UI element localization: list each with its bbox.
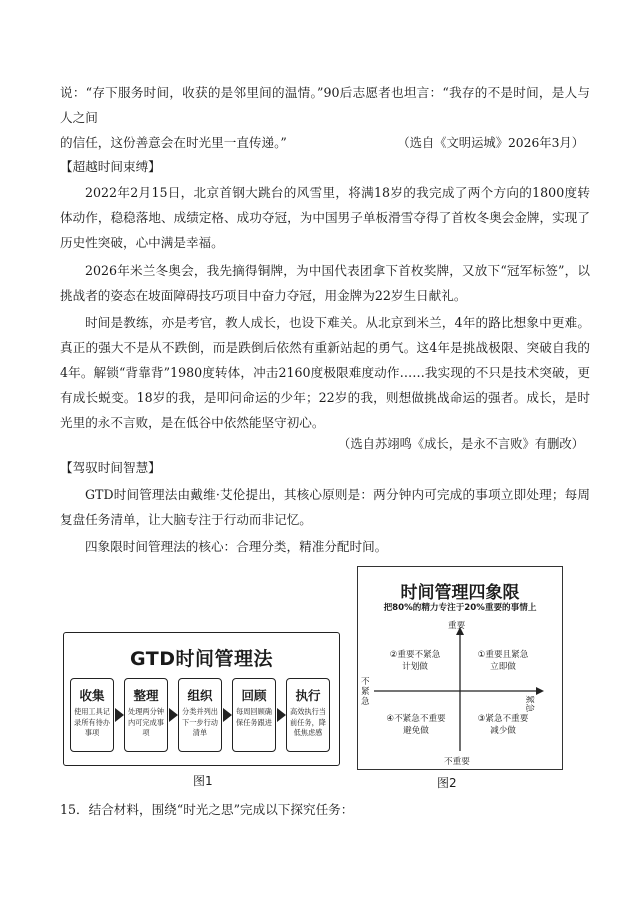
quadrant-2 [380, 649, 450, 673]
source-citation-2: （选自苏翊鸣《成长，是永不言败》有删改） [338, 437, 584, 451]
arrow-right-icon [536, 687, 544, 695]
intro-line-2: 的信任，这份善意会在时光里一直传递。” [60, 135, 287, 150]
quadrant-diagram-title: 时间管理四象限 [400, 583, 520, 603]
axis-label-important: 重要 [448, 621, 466, 631]
quadrant-action: 计划做 [402, 662, 428, 672]
section1-paragraph-2: 2026年米兰冬奥会，我先摘得铜牌，为中国代表团拿下首枚奖牌，又放下“冠军标签”，以挑战者的姿态在坡面障碍技巧项目中奋力夺冠，用金牌为22岁生日献礼。 [60, 263, 590, 303]
section-header-wisdom: 【驾驭时间智慧】 [60, 460, 161, 475]
gtd-step-title: 组织 [187, 688, 213, 703]
quadrant-action: 避免做 [403, 726, 429, 736]
figure2-caption: 图2 [437, 776, 457, 790]
quadrant-label: ②重要不紧急 [389, 650, 441, 660]
gtd-step-title: 回顾 [241, 688, 267, 703]
quadrant-action: 减少做 [490, 726, 516, 736]
arrow-right-icon [277, 708, 286, 722]
gtd-step-review [232, 678, 276, 752]
gtd-step-organize [124, 678, 168, 752]
intro-line-1: 说：“存下服务时间，收获的是邻里间的温情。”90后志愿者也坦言：“我存的不是时间，是人与人之间 [60, 85, 590, 125]
section2-paragraph-1: GTD时间管理法由戴维·艾伦提出，其核心原则是：两分钟内可完成的事项立即处理；每周复盘任务清单，让大脑专注于行动而非记忆。 [60, 487, 590, 527]
quadrant-label: ③紧急不重要 [477, 714, 529, 724]
section1-paragraph-1: 2022年2月15日，北京首钢大跳台的风雪里，将满18岁的我完成了两个方向的1800度转体动作，稳稳落地、成绩定格、成功夺冠，为中国男子单板滑雪夺得了首枚冬奥会金牌，实现了历史性突破，心中满是幸福。 [60, 185, 590, 250]
gtd-step-desc: 高效执行当前任务，降低焦虑感 [290, 707, 326, 737]
quadrant-3 [468, 713, 538, 737]
quadrant-label: ①重要且紧急 [477, 650, 529, 660]
section-header-transcend: 【超越时间束缚】 [60, 159, 161, 174]
quadrant-label: ④不紧急不重要 [386, 714, 446, 724]
source-citation-1: （选自《文明运城》2026年3月） [397, 136, 584, 150]
quadrant-diagram-subtitle: 把80%的精力专注于20%重要的事情上 [383, 603, 537, 613]
quadrant-diagram [357, 566, 563, 770]
gtd-step-desc: 每周回顾确保任务跟进 [236, 707, 272, 727]
gtd-step-title: 整理 [133, 688, 159, 703]
quadrant-action: 立即做 [490, 662, 516, 672]
gtd-step-desc: 处理两分钟内可完成事项 [128, 707, 164, 737]
arrow-right-icon [223, 708, 232, 722]
section1-paragraph-3: 时间是教练，亦是考官，教人成长，也设下难关。从北京到米兰，4年的路比想象中更难。真正的强大不是从不跌倒，而是跌倒后依然有重新站起的勇气。这4年是挑战极限、突破自我的4年。解锁“背靠背”1980度转体，冲击2160度极限难度动作……我实现的不只是技术突破，更有成长蜕变。18岁的我，是叩问命运的少年；22岁的我，则想做挑战命运的强者。成长，是时光里的永不言败，是在低谷中依然能坚守初心。 [60, 315, 590, 430]
gtd-step-desc: 分类并列出下一步行动清单 [182, 707, 218, 737]
quadrant-4 [376, 713, 456, 737]
gtd-step-title: 执行 [295, 688, 321, 703]
arrow-right-icon [169, 708, 178, 722]
gtd-diagram-title: GTD时间管理法 [130, 648, 273, 670]
gtd-step-execute [286, 678, 330, 752]
figure1-caption: 图1 [193, 774, 213, 788]
question-15: 15．结合材料，围绕“时光之思”完成以下探究任务： [60, 802, 354, 817]
gtd-step-desc: 使用工具记录所有待办事项 [74, 707, 110, 737]
arrow-right-icon [115, 708, 124, 722]
axis-label-not-important: 不重要 [444, 757, 470, 767]
axis-label-not-urgent: 不紧急 [361, 677, 370, 707]
gtd-diagram [63, 632, 340, 766]
section2-paragraph-2: 四象限时间管理法的核心：合理分类，精准分配时间。 [85, 539, 388, 554]
axis-label-urgent: 紧急 [524, 695, 534, 713]
gtd-step-collect [70, 678, 114, 752]
gtd-step-arrange [178, 678, 222, 752]
quadrant-1 [468, 649, 538, 673]
gtd-step-title: 收集 [79, 688, 105, 703]
